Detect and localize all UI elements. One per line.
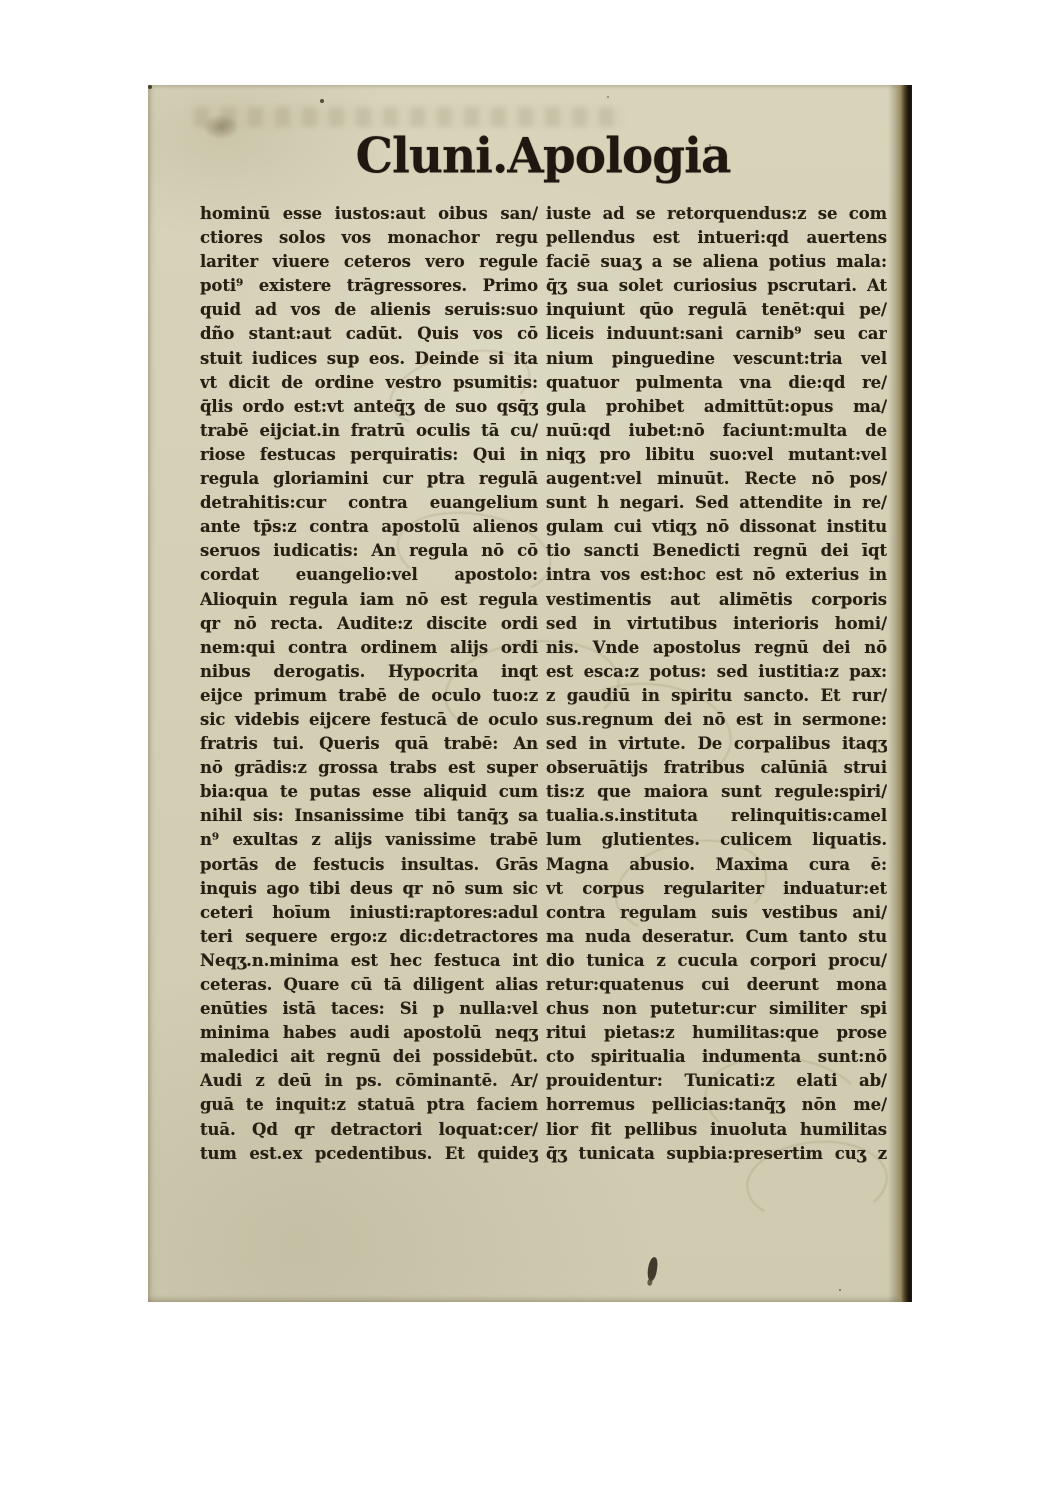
text-line: sed in virtutibus interioris homi/ (546, 613, 887, 633)
text-line: poti⁹ existere trāgressores. Primo (200, 276, 538, 296)
text-line: vestimentis aut alimētis corporis (546, 589, 887, 609)
text-line: obseruātijs fratribus calūniā strui (546, 758, 887, 778)
text-line: quid ad vos de alienis seruis:suo (200, 300, 538, 320)
text-line: ceteras. Quare cū tā diligent alias (200, 975, 538, 994)
text-line: q̄ʒ sua solet curiosius pscrutari. At (546, 276, 887, 296)
text-column-right (546, 202, 887, 1166)
text-line: nem:qui contra ordinem alijs ordi (200, 637, 538, 657)
text-line: cto spiritualia indumenta sunt:nō (546, 1047, 887, 1067)
text-line: iuste ad se retorquendus:z se com (546, 204, 887, 223)
text-line: sus.regnum dei nō est in sermone: (546, 709, 887, 729)
text-line: vt corpus regulariter induatur:et (546, 878, 887, 898)
text-line: ctiores solos vos monachor regu (200, 228, 538, 248)
text-line: tuā. Qd qr detractori loquat:cer/ (200, 1119, 538, 1139)
text-line: tio sancti Benedicti regnū dei īqt (546, 541, 887, 561)
text-line: nibus derogatis. Hypocrita inqt (200, 661, 538, 681)
text-line: lum glutientes. culicem liquatis. (546, 830, 887, 850)
text-line: Magna abusio. Maxima cura ē: (546, 854, 887, 874)
text-line: lariter viuere ceteros vero regule (200, 252, 538, 272)
text-line: gulam cui vtiqʒ nō dissonat institu (546, 517, 887, 537)
text-line: ceteri hoīum iniusti:raptores:adul (200, 902, 538, 922)
text-line: sic videbis eijcere festucā de oculo (200, 709, 538, 729)
book-page (148, 85, 912, 1302)
text-line: contra regulam suis vestibus ani/ (546, 902, 887, 922)
text-line: inquis ago tibi deus qr nō sum sic (200, 878, 538, 898)
text-line: hominū esse iustos:aut oibus san/ (200, 204, 538, 223)
text-line: Neqʒ.n.minima est hec festuca int (200, 950, 538, 970)
text-line: detrahitis:cur contra euangelium (200, 493, 538, 513)
text-line: minima habes audi apostolū neqʒ (200, 1023, 538, 1043)
text-line: enūties istā taces: Si p nulla:vel (200, 999, 538, 1019)
text-line: prouidentur: Tunicati:z elati ab/ (546, 1071, 887, 1091)
text-line: dio tunica z cucula corpori procu/ (546, 950, 887, 970)
text-line: qr nō recta. Audite:z discite ordi (200, 613, 538, 633)
text-line: liceis induunt:sani carnib⁹ seu car (546, 324, 887, 344)
text-line: est esca:z potus: sed iustitia:z pax: (546, 661, 887, 681)
text-line: nō grādis:z grossa trabs est super (200, 758, 538, 778)
text-line: sed in virtute. De corpalibus itaqʒ (546, 734, 887, 754)
paper-specks (148, 85, 152, 89)
text-line: n⁹ exultas z alijs vanissime trabē (200, 830, 538, 850)
text-line: q̄ʒ tunicata supbia:presertim cuʒ z (546, 1143, 887, 1163)
text-line: sunt h negari. Sed attendite in re/ (546, 493, 887, 513)
text-line: pellendus est intueri:qd auertens (546, 228, 887, 248)
text-line: bia:qua te putas esse aliquid cum (200, 782, 538, 802)
text-line: teri sequere ergo:z dic:detractores (200, 926, 538, 946)
show-through-text-ghost (194, 107, 624, 127)
text-line: guā te inquit:z statuā ptra faciem (200, 1095, 538, 1115)
text-line: ritui pietas:z humilitas:que prose (546, 1023, 887, 1043)
text-line: nihil sis: Insanissime tibi tanq̄ʒ sa (200, 806, 538, 826)
text-line: regula gloriamini cur ptra regulā (200, 469, 538, 489)
text-line: Alioquin regula iam nō est regula (200, 589, 538, 609)
text-line: chus non putetur:cur similiter spi (546, 999, 887, 1019)
text-line: ma nuda deseratur. Cum tanto stu (546, 926, 887, 946)
text-line: q̄lis ordo est:vt anteq̄ʒ de suo qsq̄ʒ (200, 396, 538, 416)
text-line: ante tp̄s:z contra apostolū alienos (200, 517, 538, 537)
text-line: nis. Vnde apostolus regnū dei nō (546, 637, 887, 657)
text-line: horremus pellicias:tanq̄ʒ nōn me/ (546, 1095, 887, 1115)
text-line: seruos iudicatis: An regula nō cō (200, 541, 538, 561)
text-line: gula prohibet admittūt:opus ma/ (546, 396, 887, 416)
text-line: z gaudiū in spiritu sancto. Et rur/ (546, 685, 887, 705)
text-line: portās de festucis insultas. Grās (200, 854, 538, 874)
text-line: dño stant:aut cadūt. Quis vos cō (200, 324, 538, 344)
text-line: tum est.ex pcedentibus. Et quideʒ (200, 1143, 538, 1163)
text-line: tis:z que maiora sunt regule:spiri/ (546, 782, 887, 802)
text-line: vt dicit de ordine vestro psumitis: (200, 372, 538, 392)
ink-blot (647, 1257, 659, 1282)
text-line: augent:vel minuūt. Recte nō pos/ (546, 469, 887, 489)
text-line: maledici ait regnū dei possidebūt. (200, 1047, 538, 1067)
text-line: trabē eijciat.in fratrū oculis tā cu/ (200, 420, 538, 440)
text-line: niqʒ pro libitu suo:vel mutant:vel (546, 444, 887, 464)
text-line: nium pinguedine vescunt:tria vel (546, 348, 887, 368)
text-line: quatuor pulmenta vna die:qd re/ (546, 372, 887, 392)
book-fore-edge (888, 85, 912, 1302)
text-line: Audi z deū in ps. cōminantē. Ar/ (200, 1071, 538, 1091)
text-line: stuit iudices sup eos. Deinde si ita (200, 348, 538, 368)
text-line: eijce primum trabē de oculo tuo:z (200, 685, 538, 705)
page-title: Cluni.Apologia (355, 127, 731, 186)
text-line: intra vos est:hoc est nō exterius in (546, 565, 887, 585)
text-line: fratris tui. Queris quā trabē: An (200, 734, 538, 754)
text-line: inquiunt qūo regulā tenēt:qui pe/ (546, 300, 887, 320)
text-line: lior fit pellibus inuoluta humilitas (546, 1119, 887, 1139)
text-line: nuū:qd iubet:nō faciunt:multa de (546, 420, 887, 440)
text-line: faciē suaʒ a se aliena potius mala: (546, 252, 887, 272)
text-line: tualia.s.instituta relinquitis:camel (546, 806, 887, 826)
text-line: cordat euangelio:vel apostolo: (200, 565, 538, 585)
text-line: retur:quatenus cui deerunt mona (546, 975, 887, 994)
text-column-left (200, 202, 538, 1166)
text-line: riose festucas perquiratis: Qui in (200, 444, 538, 464)
